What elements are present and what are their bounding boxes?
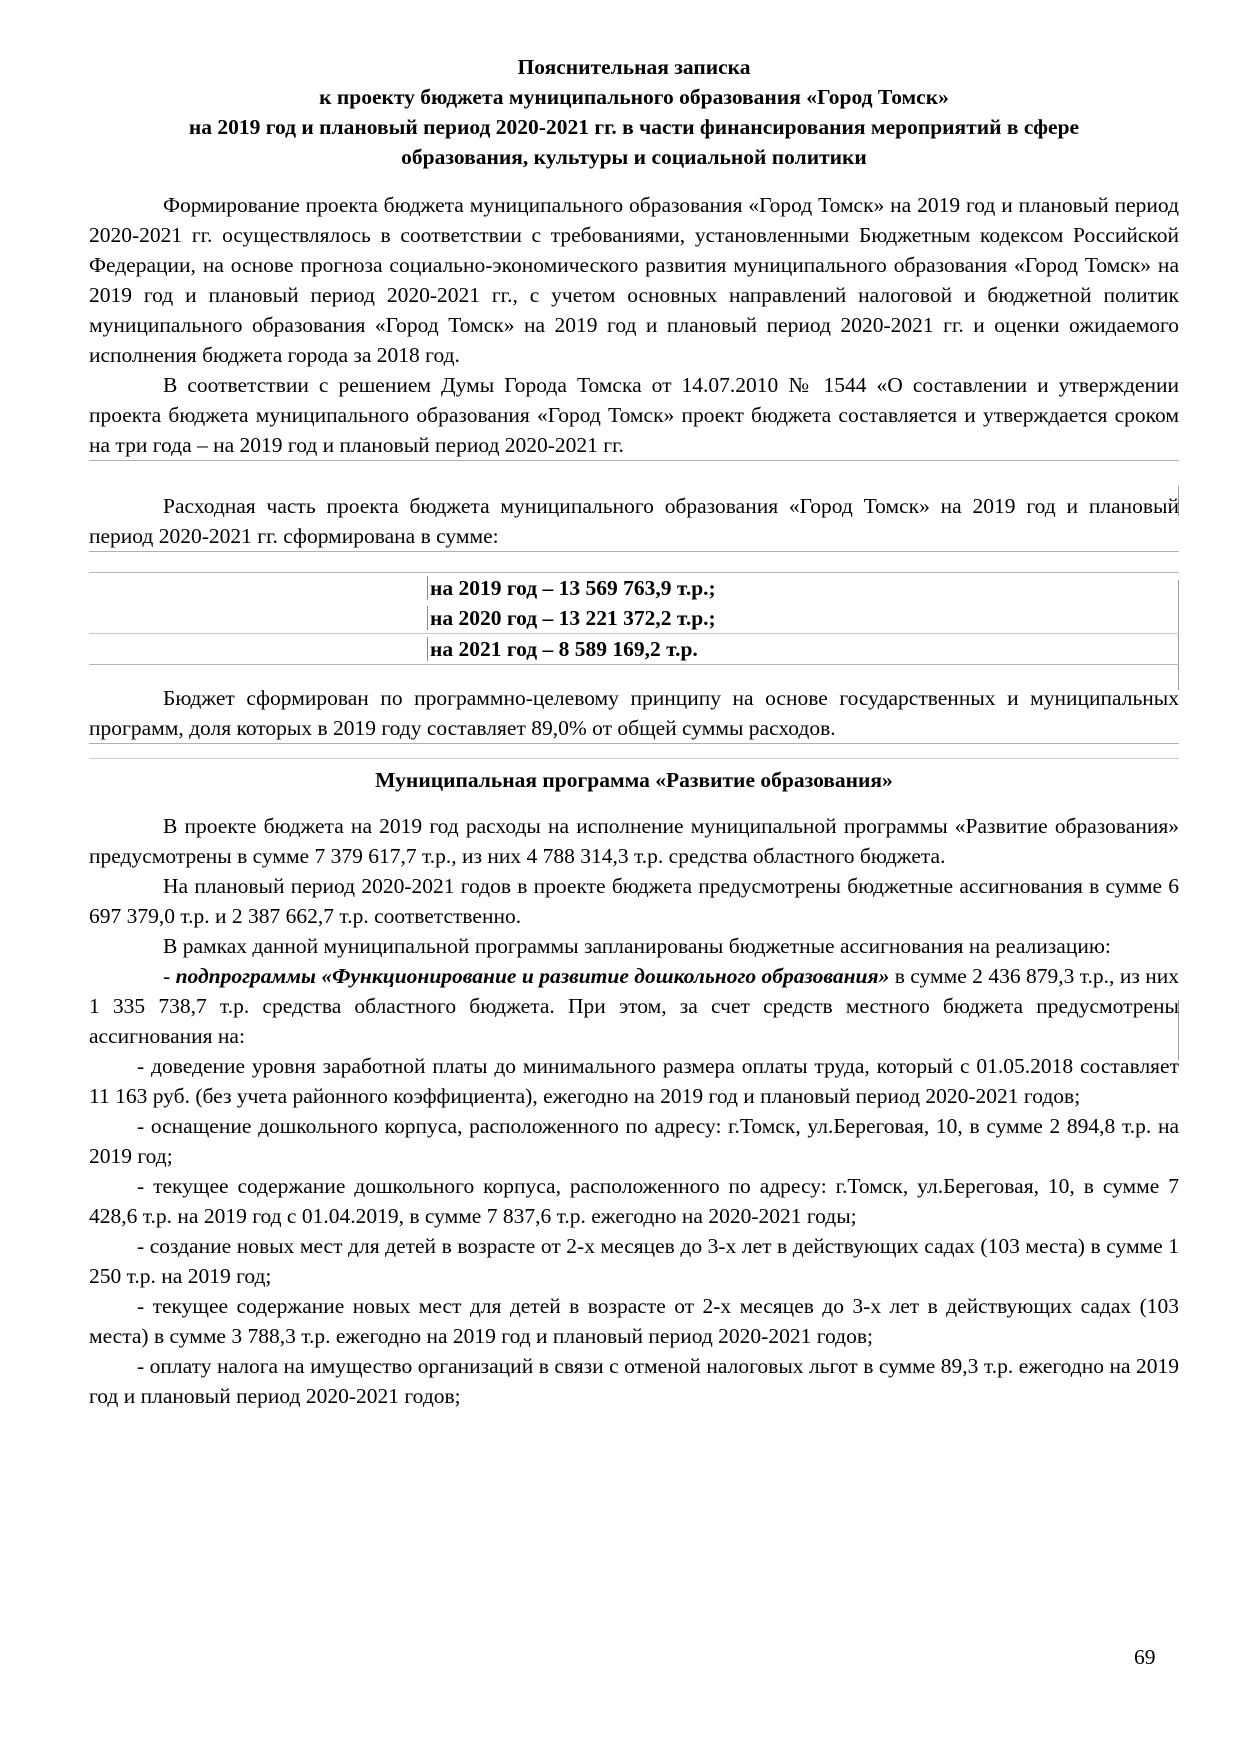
intro-paragraph: В соответствии с решением Думы Города Томска от 14.07.2010 № 1544 «О составлении и утверждении проекта бюджета муниципального образования «Город Томск» проект бюджета составляется и утверждается сроком на три года – на 2019 год и плановый период 2020-2021 гг.: [89, 370, 1179, 461]
allocation-item: - оплату налога на имущество организаций в связи с отменой налоговых льгот в сумме 89,3 т.р. ежегодно на 2019 год и плановый период 2020-2021 годов;: [89, 1354, 1179, 1408]
budget-total-line: [89, 603, 1179, 634]
allocation-item: - текущее содержание новых мест для детей в возрасте от 2-х месяцев до 3-х лет в действующих садах (103 места) в сумме 3 788,3 т.р. ежегодно на 2019 год и плановый период 2020-2021 годов;: [89, 1294, 1179, 1348]
title-line: к проекту бюджета муниципального образования «Город Томск»: [319, 85, 949, 109]
subprogram-title: подпрограммы «Функционирование и развитие дошкольного образования»: [175, 964, 890, 988]
allocation-item: - оснащение дошкольного корпуса, расположенного по адресу: г.Томск, ул.Береговая, 10, в сумме 2 894,8 т.р. на 2019 год;: [89, 1114, 1179, 1168]
budget-total-text: на 2019 год – 13 569 763,9 т.р.;: [427, 576, 716, 600]
subprogram-details: в сумме 2 436 879,3 т.р., из них 1 335 738,7 т.р. средства областного бюджета. При этом, за счет средств местного бюджета предусмотрены ассигнования на:: [89, 964, 1179, 1048]
program-share-paragraph: Бюджет сформирован по программно-целевому принципу на основе государственных и муниципальных программ, доля которых в 2019 году составляет 89,0% от общей суммы расходов.: [89, 683, 1179, 744]
subprogram-dash: -: [163, 964, 176, 988]
document-title: [89, 52, 1179, 172]
title-line: на 2019 год и плановый период 2020-2021 гг. в части финансирования мероприятий в сфере: [188, 115, 1080, 139]
budget-total-text: на 2020 год – 13 221 372,2 т.р.;: [427, 606, 716, 630]
budget-total-text: на 2021 год – 8 589 169,2 т.р.: [427, 637, 698, 661]
intro-paragraph: Формирование проекта бюджета муниципального образования «Город Томск» на 2019 год и плановый период 2020-2021 гг. осуществлялось в соответствии с требованиями, установленными Бюджетным кодексом Российской Федерации, на основе прогноза социально-экономического развития муниципального образования «Город Томск» на 2019 год и плановый период 2020-2021 гг., с учетом основных направлений налоговой и бюджетной политик муниципального образования «Город Томск» на 2019 год и плановый период 2020-2021 гг. и оценки ожидаемого исполнения бюджета города за 2018 год.: [89, 193, 1179, 367]
title-line: Пояснительная записка: [517, 55, 751, 79]
document-page: [89, 52, 1179, 1411]
spacer: [89, 461, 1179, 491]
section-paragraph: В рамках данной муниципальной программы запланированы бюджетные ассигнования на реализацию:: [163, 934, 1111, 958]
budget-total-line: [89, 573, 1179, 603]
page-number: 69: [1134, 1645, 1156, 1669]
section-paragraph: В проекте бюджета на 2019 год расходы на исполнение муниципальной программы «Развитие образования» предусмотрены в сумме 7 379 617,7 т.р., из них 4 788 314,3 т.р. средства областного бюджета.: [89, 814, 1179, 868]
allocation-item: - доведение уровня заработной платы до минимального размера оплаты труда, который с 01.05.2018 составляет 11 163 руб. (без учета районного коэффициента), ежегодно на 2019 год и плановый период 2020-2021 годов;: [89, 1054, 1179, 1108]
allocation-item: - текущее содержание дошкольного корпуса, расположенного по адресу: г.Томск, ул.Береговая, 10, в сумме 7 428,6 т.р. на 2019 год с 01.04.2019, в сумме 7 837,6 т.р. ежегодно на 2020-2021 годы;: [89, 1174, 1179, 1228]
budget-total-line: [89, 634, 1179, 664]
section-paragraph: На плановый период 2020-2021 годов в проекте бюджета предусмотрены бюджетные ассигнования в сумме 6 697 379,0 т.р. и 2 387 662,7 т.р. соответственно.: [89, 874, 1179, 928]
subprogram-paragraph: [89, 961, 1179, 1051]
allocation-item: - создание новых мест для детей в возрасте от 2-х месяцев до 3-х лет в действующих садах (103 места) в сумме 1 250 т.р. на 2019 год;: [89, 1234, 1179, 1288]
expenditure-paragraph: Расходная часть проекта бюджета муниципального образования «Город Томск» на 2019 год и плановый период 2020-2021 гг. сформирована в сумме:: [89, 491, 1179, 552]
title-line: образования, культуры и социальной политики: [401, 145, 867, 169]
budget-totals: [89, 572, 1179, 665]
section-heading: Муниципальная программа «Развитие образования»: [89, 758, 1179, 795]
